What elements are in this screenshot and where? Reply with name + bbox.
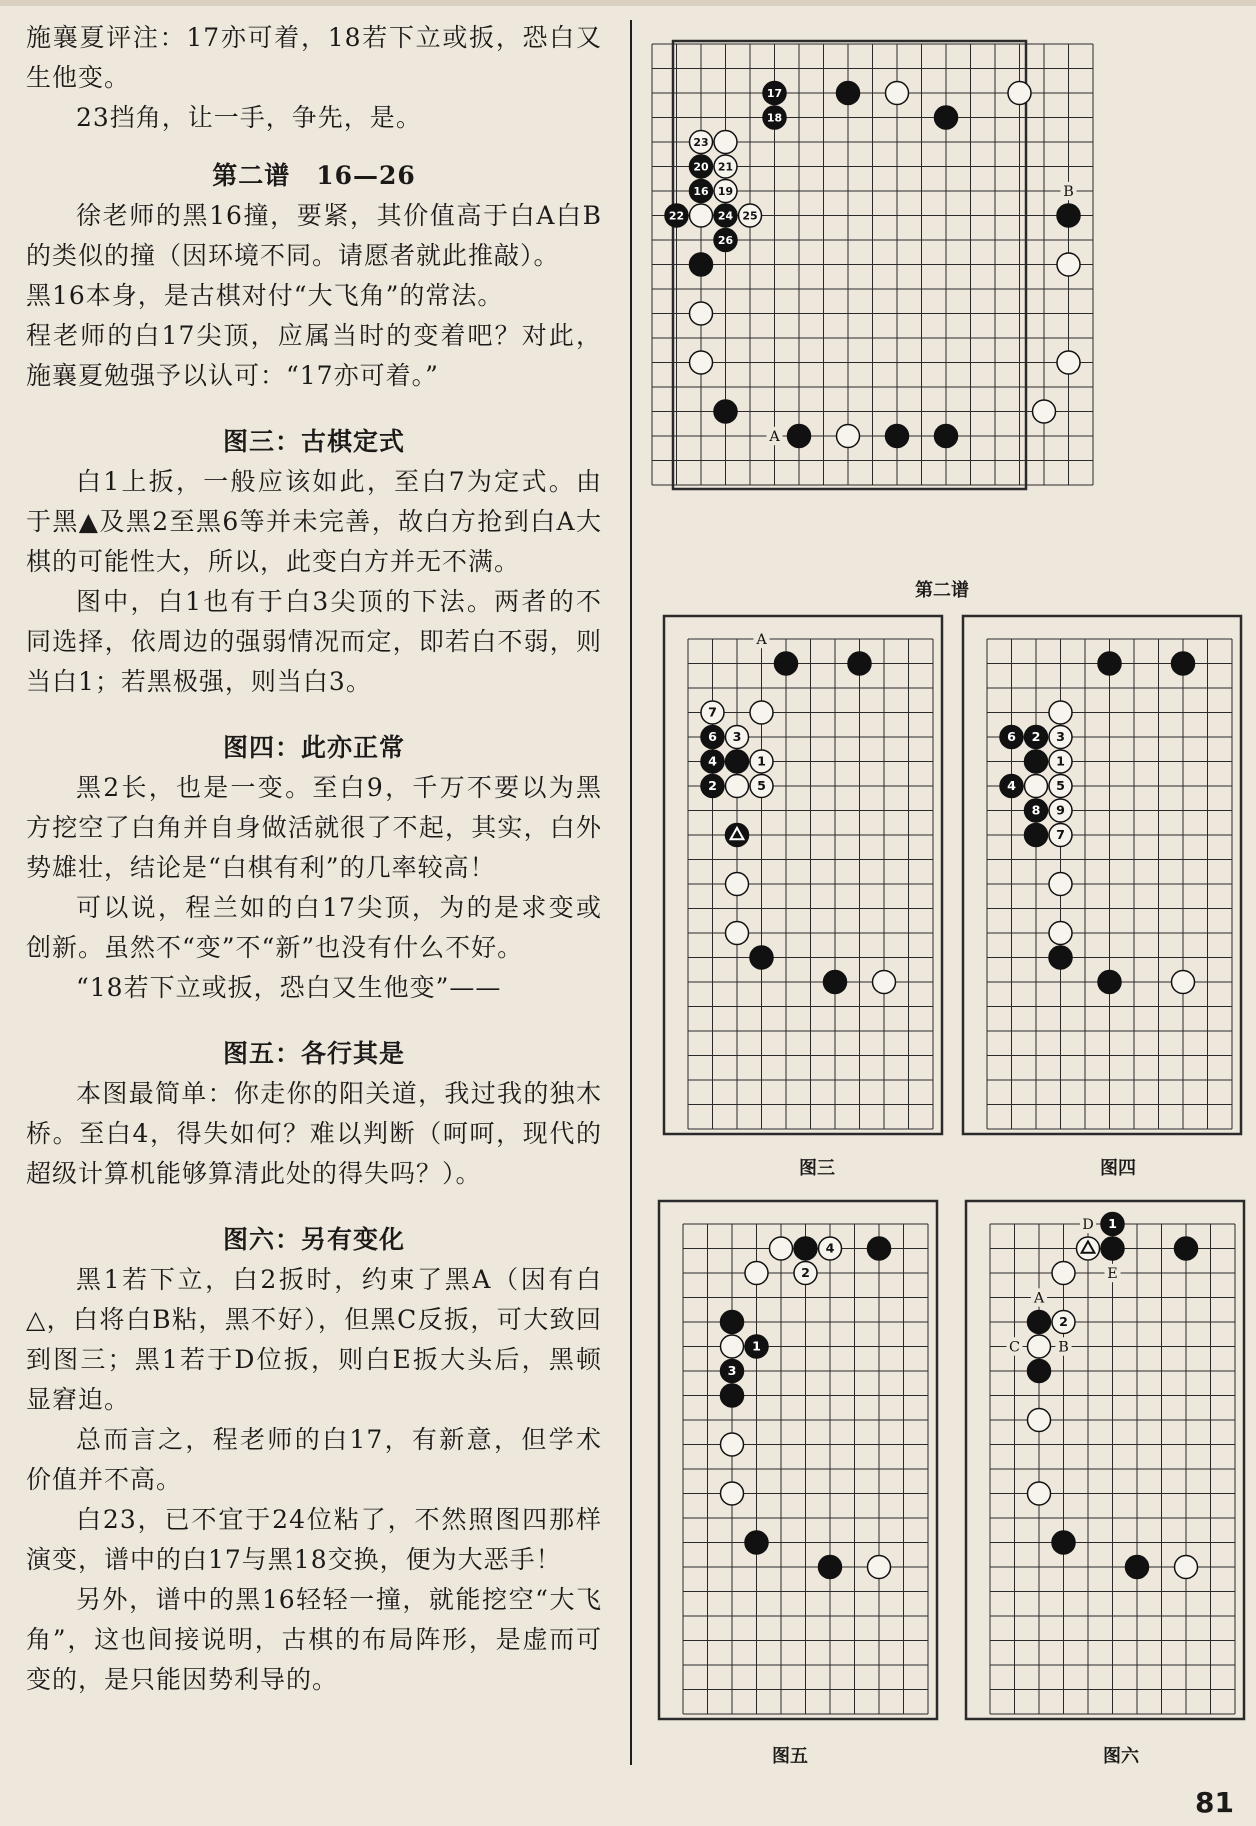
board-label: D xyxy=(1082,1217,1094,1234)
white-stone xyxy=(690,302,713,325)
black-stone xyxy=(1049,946,1072,969)
black-stone xyxy=(1126,1556,1149,1579)
paragraph: 可以说，程兰如的白17尖顶，为的是求变或创新。虽然不“变”不“新”也没有什么不好。 xyxy=(26,893,602,962)
black-stone xyxy=(690,180,713,203)
black-stone xyxy=(775,652,798,675)
section-heading: 图四：此亦正常 xyxy=(222,733,405,762)
commentary-column xyxy=(26,18,602,1700)
black-stone xyxy=(1101,1213,1124,1236)
paragraph: 另外，谱中的黑16轻轻一撞，就能挖空“大飞角”，这也间接说明，古棋的布局阵形，是虚而可变的，是只能因势利导的。 xyxy=(26,1585,602,1694)
white-stone xyxy=(714,180,737,203)
white-stone xyxy=(726,922,749,945)
diagram-caption: 图四 xyxy=(1100,1158,1136,1179)
move-number: 9 xyxy=(1056,802,1065,818)
white-stone xyxy=(1049,824,1072,847)
white-stone xyxy=(1049,799,1072,822)
white-stone xyxy=(886,82,909,105)
paragraph: 白1上扳，一般应该如此，至白7为定式。由于黑▲及黑2至黑6等并未完善，故白方抢到白A大棋的可能性大，所以，此变白方并无不满。 xyxy=(26,467,602,576)
paragraph: 程老师的白17尖顶，应属当时的变着吧？对此，施襄夏勉强予以认可：“17亦可着。” xyxy=(26,321,602,390)
white-stone xyxy=(1033,400,1056,423)
black-stone xyxy=(1101,1237,1124,1260)
paragraph: 徐老师的黑16撞，要紧，其价值高于白A白B的类似的撞（因环境不同。请愿者就此推敲）。 xyxy=(26,201,602,270)
white-stone xyxy=(714,155,737,178)
black-stone xyxy=(714,400,737,423)
move-number: 2 xyxy=(801,1265,810,1281)
black-stone xyxy=(726,824,749,847)
black-stone xyxy=(745,1531,768,1554)
move-number: 25 xyxy=(742,209,758,223)
board-label: A xyxy=(1033,1290,1045,1307)
white-stone xyxy=(745,1262,768,1285)
white-stone xyxy=(726,726,749,749)
go-board-diagram-4 xyxy=(962,615,1242,1135)
paragraph: 总而言之，程老师的白17，有新意，但学术价值并不高。 xyxy=(26,1425,602,1494)
black-stone xyxy=(701,775,724,798)
paragraph: 23挡角，让一手，争先，是。 xyxy=(76,103,422,132)
black-stone xyxy=(690,155,713,178)
black-stone xyxy=(726,750,749,773)
move-number: 23 xyxy=(693,136,709,150)
diagram-caption: 图六 xyxy=(1103,1746,1139,1767)
move-number: 8 xyxy=(1031,802,1041,818)
white-stone xyxy=(1049,775,1072,798)
black-stone xyxy=(935,106,958,129)
go-board-diagram-5 xyxy=(658,1200,938,1720)
section-heading: 图三：古棋定式 xyxy=(222,427,405,456)
black-stone xyxy=(750,946,773,969)
board-label: A xyxy=(756,632,767,649)
move-number: 2 xyxy=(708,778,717,794)
white-stone xyxy=(690,131,713,154)
move-number: 20 xyxy=(693,160,709,174)
black-stone xyxy=(794,1237,817,1260)
white-stone xyxy=(726,873,749,896)
black-stone xyxy=(819,1556,842,1579)
white-stone xyxy=(1052,1311,1075,1334)
white-stone xyxy=(1049,701,1072,724)
move-number: 24 xyxy=(717,209,734,223)
black-stone xyxy=(763,106,786,129)
diagram-caption: 图五 xyxy=(772,1746,808,1767)
black-stone xyxy=(1098,652,1121,675)
white-stone xyxy=(1049,726,1072,749)
black-stone xyxy=(1025,799,1048,822)
black-stone xyxy=(935,425,958,448)
black-stone xyxy=(1025,726,1048,749)
black-stone xyxy=(1175,1237,1198,1260)
white-stone xyxy=(750,775,773,798)
move-number: 21 xyxy=(717,160,734,174)
black-stone xyxy=(721,1311,744,1334)
white-stone xyxy=(1077,1237,1100,1260)
white-stone xyxy=(721,1335,744,1358)
white-stone xyxy=(750,750,773,773)
move-number: 1 xyxy=(1056,753,1065,769)
white-stone xyxy=(1028,1335,1051,1358)
move-number: 6 xyxy=(1007,729,1016,745)
section-heading: 图六：另有变化 xyxy=(222,1225,405,1254)
move-number: 17 xyxy=(766,87,783,101)
white-stone xyxy=(873,971,896,994)
white-stone xyxy=(750,701,773,724)
white-stone xyxy=(770,1237,793,1260)
move-number: 7 xyxy=(1056,827,1065,843)
move-number: 18 xyxy=(766,111,783,125)
black-stone xyxy=(1172,652,1195,675)
column-divider xyxy=(630,20,632,1765)
diagram-caption: 第二谱 xyxy=(915,580,969,601)
black-stone xyxy=(763,82,786,105)
white-stone xyxy=(726,775,749,798)
white-stone xyxy=(1008,82,1031,105)
white-stone xyxy=(1057,253,1080,276)
white-stone xyxy=(837,425,860,448)
paragraph: 黑2长，也是一变。至白9，千万不要以为黑方挖空了白角并自身做活就很了不起，其实，白外势雄壮，结论是“白棋有利”的几率较高！ xyxy=(26,773,602,882)
paragraph: 施襄夏评注：17亦可着，18若下立或扳，恐白又生他变。 xyxy=(26,23,602,92)
white-stone xyxy=(690,204,713,227)
white-stone xyxy=(721,1433,744,1456)
black-stone xyxy=(701,726,724,749)
move-number: 4 xyxy=(1007,778,1016,794)
move-number: 3 xyxy=(732,729,742,745)
black-stone xyxy=(788,425,811,448)
paragraph: 图中，白1也有于白3尖顶的下法。两者的不同选择，依周边的强弱情况而定，即若白不弱，则当白1；若黑极强，则当白3。 xyxy=(26,587,602,696)
board-label: B xyxy=(1058,1339,1069,1356)
board-label: E xyxy=(1107,1266,1118,1283)
move-number: 2 xyxy=(1031,729,1041,745)
paragraph: 黑1若下立，白2扳时，约束了黑A（因有白△，白将白B粘，黑不好），但黑C反扳，可大致回到图三；黑1若于D位扳，则白E扳大头后，黑顿显窘迫。 xyxy=(26,1265,602,1414)
white-stone xyxy=(690,351,713,374)
board-label: B xyxy=(1063,184,1074,201)
move-number: 2 xyxy=(1059,1314,1068,1330)
move-number: 22 xyxy=(668,209,685,223)
go-board-diagram-2 xyxy=(668,40,1074,490)
black-stone xyxy=(714,204,737,227)
black-stone xyxy=(701,750,724,773)
black-stone xyxy=(1028,1311,1051,1334)
move-number: 26 xyxy=(717,234,734,248)
board-svg xyxy=(668,40,1074,490)
move-number: 5 xyxy=(1056,778,1065,794)
move-number: 19 xyxy=(717,185,734,199)
white-stone xyxy=(1025,775,1048,798)
white-stone xyxy=(1049,922,1072,945)
paragraph: “18若下立或扳，恐白又生他变”—— xyxy=(76,973,502,1002)
move-number: 5 xyxy=(757,778,766,794)
black-stone xyxy=(745,1335,768,1358)
black-stone xyxy=(1028,1360,1051,1383)
paragraph: 黑16本身，是古棋对付“大飞角”的常法。 xyxy=(26,281,504,310)
section-heading: 图五：各行其是 xyxy=(222,1039,405,1068)
move-number: 6 xyxy=(708,729,717,745)
diagram-caption: 图三 xyxy=(799,1158,835,1179)
board-label: C xyxy=(1009,1339,1020,1356)
white-stone xyxy=(1028,1409,1051,1432)
move-number: 3 xyxy=(1056,729,1065,745)
move-number: 1 xyxy=(752,1338,761,1354)
black-stone xyxy=(824,971,847,994)
move-number: 7 xyxy=(708,704,717,720)
white-stone xyxy=(1049,873,1072,896)
black-stone xyxy=(1052,1531,1075,1554)
section-heading: 第二谱 16—26 xyxy=(212,161,416,190)
white-stone xyxy=(1052,1262,1075,1285)
black-stone xyxy=(1098,971,1121,994)
white-stone xyxy=(721,1482,744,1505)
black-stone xyxy=(868,1237,891,1260)
black-stone xyxy=(665,204,688,227)
white-stone xyxy=(868,1556,891,1579)
black-stone xyxy=(886,425,909,448)
black-stone xyxy=(1025,824,1048,847)
paragraph: 本图最简单：你走你的阳关道，我过我的独木桥。至白4，得失如何？难以判断（呵呵，现代的超级计算机能够算清此处的得失吗？）。 xyxy=(26,1079,602,1188)
move-number: 3 xyxy=(727,1363,737,1379)
white-stone xyxy=(819,1237,842,1260)
move-number: 1 xyxy=(1108,1216,1117,1232)
white-stone xyxy=(1049,750,1072,773)
board-label: A xyxy=(769,429,780,446)
black-stone xyxy=(1057,204,1080,227)
board-svg xyxy=(962,615,1242,1135)
move-number: 4 xyxy=(825,1240,835,1256)
white-stone xyxy=(1057,351,1080,374)
board-svg xyxy=(663,615,943,1135)
white-stone xyxy=(1172,971,1195,994)
white-stone xyxy=(794,1262,817,1285)
black-stone xyxy=(1000,775,1023,798)
go-board-diagram-3 xyxy=(663,615,943,1135)
white-stone xyxy=(714,131,737,154)
black-stone xyxy=(721,1384,744,1407)
black-stone xyxy=(721,1360,744,1383)
go-board-diagram-6 xyxy=(965,1200,1245,1720)
black-stone xyxy=(690,253,713,276)
page-number: 81 xyxy=(1195,1786,1234,1819)
black-stone xyxy=(714,229,737,252)
move-number: 4 xyxy=(708,753,717,769)
white-stone xyxy=(1175,1556,1198,1579)
black-stone xyxy=(837,82,860,105)
board-svg xyxy=(658,1200,938,1720)
board-svg xyxy=(965,1200,1245,1720)
white-stone xyxy=(1028,1482,1051,1505)
move-number: 16 xyxy=(693,185,709,199)
white-stone xyxy=(701,701,724,724)
black-stone xyxy=(1025,750,1048,773)
black-stone xyxy=(1000,726,1023,749)
black-stone xyxy=(848,652,871,675)
white-stone xyxy=(739,204,762,227)
page-top-rule xyxy=(0,0,1256,6)
move-number: 1 xyxy=(757,753,766,769)
paragraph: 白23，已不宜于24位粘了，不然照图四那样演变，谱中的白17与黑18交换，便为大恶手！ xyxy=(26,1505,602,1574)
